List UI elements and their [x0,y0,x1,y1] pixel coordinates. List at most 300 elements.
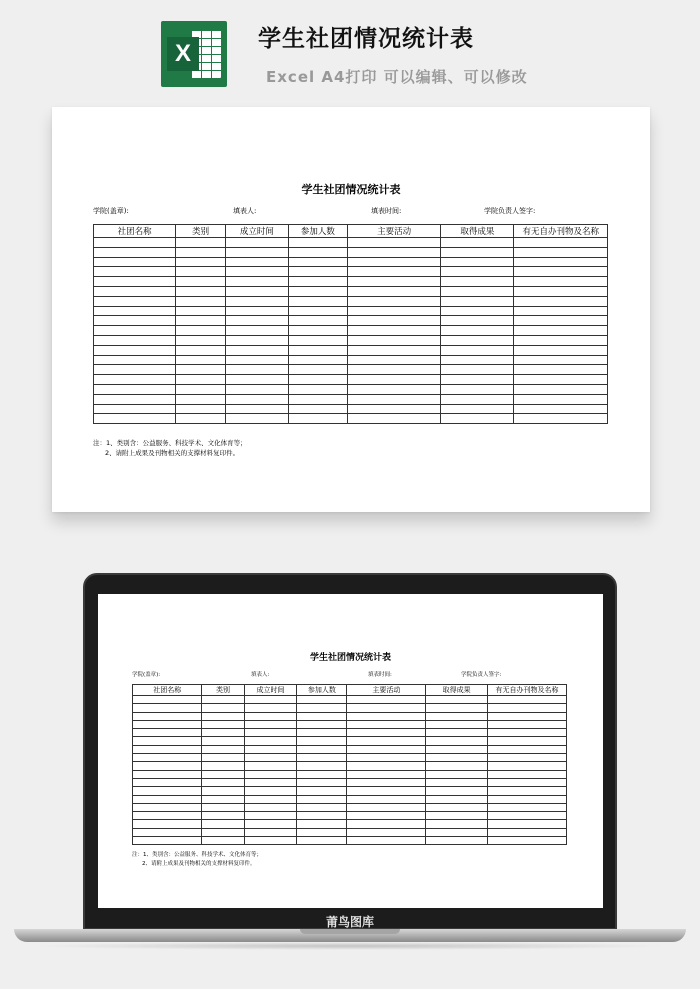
table-cell [244,754,297,762]
table-cell [133,795,202,803]
table-cell [94,316,176,326]
table-cell [347,394,441,404]
table-row [94,326,608,336]
table-cell [297,820,347,828]
note-line: 2、请附上成果及刊物相关的支撑材料复印件。 [105,449,240,458]
table-cell [226,277,289,287]
table-cell [297,762,347,770]
table-cell [347,247,441,257]
fill-time-label: 填表时间: [371,207,402,215]
table-cell [202,812,244,820]
table-cell [514,306,608,316]
table-cell [133,720,202,728]
table-cell [487,729,566,737]
table-cell [347,820,426,828]
table-cell [514,238,608,248]
excel-x-letter: X [167,37,199,71]
fill-time-label: 填表时间: [368,672,392,678]
table-cell [487,770,566,778]
table-cell [347,384,441,394]
table-cell [202,720,244,728]
table-cell [487,837,566,845]
table-cell [226,296,289,306]
table-cell [347,828,426,836]
table-row [94,306,608,316]
table-cell [487,812,566,820]
table-cell [133,837,202,845]
table-cell [426,720,488,728]
table-cell [226,306,289,316]
table-cell [426,729,488,737]
table-cell [514,404,608,414]
table-cell [426,837,488,845]
table-row [133,704,567,712]
table-row [133,803,567,811]
table-cell [288,326,347,336]
stats-table [132,684,567,845]
table-cell [514,345,608,355]
table-row [94,277,608,287]
table-cell [297,803,347,811]
table-cell [297,787,347,795]
table-cell [347,745,426,753]
table-cell [426,820,488,828]
table-cell [347,296,441,306]
table-cell [226,414,289,424]
table-cell [202,754,244,762]
table-cell [288,296,347,306]
table-cell [347,414,441,424]
table-cell [347,355,441,365]
table-cell [441,394,514,404]
table-cell [202,737,244,745]
table-row [133,696,567,704]
table-row [133,778,567,786]
col-header: 类别 [176,225,226,238]
table-cell [244,729,297,737]
table-row [94,296,608,306]
table-cell [244,828,297,836]
col-header: 主要活动 [347,685,426,696]
table-row [94,414,608,424]
table-row [133,729,567,737]
table-cell [94,277,176,287]
table-cell [244,795,297,803]
table-cell [94,345,176,355]
table-cell [487,828,566,836]
table-cell [94,286,176,296]
table-cell [426,762,488,770]
table-cell [94,296,176,306]
table-cell [133,778,202,786]
col-header: 有无自办刊物及名称 [514,225,608,238]
table-cell [133,803,202,811]
table-cell [94,414,176,424]
table-cell [176,404,226,414]
table-cell [244,720,297,728]
table-row [133,812,567,820]
table-row [94,404,608,414]
table-cell [202,704,244,712]
table-cell [514,394,608,404]
table-cell [94,247,176,257]
table-cell [426,737,488,745]
col-header: 主要活动 [347,225,441,238]
table-row [94,247,608,257]
table-cell [347,267,441,277]
table-cell [514,267,608,277]
note-line: 注：1、类别含：公益服务、科技学术、文化体育等； [93,439,247,447]
table-cell [347,345,441,355]
table-cell [441,238,514,248]
table-cell [426,745,488,753]
table-cell [347,696,426,704]
table-cell [441,355,514,365]
table-cell [288,394,347,404]
table-cell [94,267,176,277]
table-cell [288,238,347,248]
table-row [133,787,567,795]
table-cell [347,787,426,795]
table-cell [176,414,226,424]
table-cell [133,828,202,836]
table-cell [176,247,226,257]
table-cell [426,812,488,820]
table-cell [297,745,347,753]
table-cell [176,394,226,404]
table-cell [244,696,297,704]
table-cell [347,704,426,712]
table-cell [288,414,347,424]
sheet-notes [132,851,262,868]
table-cell [426,778,488,786]
table-cell [514,326,608,336]
laptop-shadow [30,942,670,950]
table-cell [202,712,244,720]
table-cell [244,704,297,712]
table-cell [226,355,289,365]
table-cell [133,737,202,745]
col-header: 参加人数 [288,225,347,238]
table-cell [226,375,289,385]
note-line: 注：1、类别含：公益服务、科技学术、文化体育等； [132,852,263,858]
table-cell [487,704,566,712]
school-label: 学院(盖章): [93,207,129,215]
table-cell [487,820,566,828]
table-cell [94,326,176,336]
table-cell [226,394,289,404]
table-cell [244,745,297,753]
table-row [94,375,608,385]
table-cell [176,238,226,248]
table-cell [94,365,176,375]
table-cell [441,267,514,277]
table-row [133,770,567,778]
table-row [133,837,567,845]
table-cell [347,795,426,803]
table-cell [297,737,347,745]
table-cell [94,355,176,365]
school-label: 学院(盖章): [132,672,161,678]
table-cell [202,837,244,845]
table-cell [202,795,244,803]
table-cell [487,803,566,811]
laptop-brand-label: 莆鸟图库 [325,915,374,929]
table-cell [202,778,244,786]
table-cell [347,737,426,745]
sheet-title: 学生社团情况统计表 [309,653,391,663]
col-header: 取得成果 [441,225,514,238]
table-cell [441,384,514,394]
col-header: 取得成果 [426,685,488,696]
table-cell [441,365,514,375]
table-cell [288,375,347,385]
table-cell [288,355,347,365]
table-row [94,238,608,248]
table-cell [226,345,289,355]
table-cell [347,720,426,728]
laptop-notch [300,929,400,934]
table-cell [176,345,226,355]
document-preview [52,107,650,512]
table-row [133,745,567,753]
table-cell [297,712,347,720]
laptop-screen [98,594,603,908]
table-cell [202,696,244,704]
table-cell [226,316,289,326]
table-cell [176,355,226,365]
table-cell [347,375,441,385]
table-cell [426,828,488,836]
table-cell [176,267,226,277]
table-cell [288,286,347,296]
table-cell [202,729,244,737]
table-cell [288,257,347,267]
table-cell [426,754,488,762]
signature-label: 学院负责人签字: [484,207,536,215]
table-cell [244,762,297,770]
table-cell [347,238,441,248]
table-cell [441,414,514,424]
table-cell [514,247,608,257]
table-cell [426,696,488,704]
table-cell [244,812,297,820]
table-cell [297,704,347,712]
table-cell [226,247,289,257]
table-cell [133,696,202,704]
table-cell [202,803,244,811]
table-cell [297,778,347,786]
table-cell [288,247,347,257]
table-cell [514,365,608,375]
table-cell [441,326,514,336]
table-cell [202,745,244,753]
table-cell [288,267,347,277]
table-cell [176,257,226,267]
table-cell [288,384,347,394]
table-cell [94,384,176,394]
table-cell [133,745,202,753]
table-cell [133,729,202,737]
table-cell [514,384,608,394]
table-cell [487,712,566,720]
filler-label: 填表人: [251,672,270,678]
table-row [94,394,608,404]
table-row [133,828,567,836]
excel-icon [161,21,227,87]
table-row [94,355,608,365]
table-cell [347,812,426,820]
sheet-notes [93,438,247,458]
table-cell [297,754,347,762]
table-cell [176,365,226,375]
table-row [94,257,608,267]
table-cell [176,326,226,336]
note-line: 2、请附上成果及刊物相关的支撑材料复印件。 [142,860,256,867]
table-cell [347,762,426,770]
table-cell [176,384,226,394]
table-cell [426,787,488,795]
table-cell [202,820,244,828]
table-cell [347,277,441,287]
table-cell [441,345,514,355]
table-cell [347,770,426,778]
col-header: 有无自办刊物及名称 [487,685,566,696]
table-cell [176,296,226,306]
table-cell [288,316,347,326]
table-row [94,267,608,277]
table-cell [441,375,514,385]
table-cell [94,335,176,345]
table-cell [487,737,566,745]
table-cell [94,238,176,248]
table-cell [226,238,289,248]
table-cell [133,762,202,770]
table-cell [487,745,566,753]
table-cell [226,267,289,277]
table-cell [297,720,347,728]
table-cell [176,286,226,296]
table-cell [176,316,226,326]
table-row [94,365,608,375]
filler-label: 填表人: [233,207,257,215]
table-cell [347,335,441,345]
table-cell [133,770,202,778]
table-cell [202,787,244,795]
table-cell [347,803,426,811]
table-cell [441,316,514,326]
table-cell [226,335,289,345]
table-cell [487,720,566,728]
page-title: 学生社团情况统计表 [258,26,474,52]
table-cell [133,712,202,720]
table-cell [94,257,176,267]
table-cell [441,277,514,287]
table-cell [347,837,426,845]
table-cell [514,286,608,296]
table-cell [244,837,297,845]
table-cell [347,316,441,326]
table-cell [347,286,441,296]
table-cell [487,762,566,770]
table-cell [176,306,226,316]
table-cell [288,404,347,414]
table-cell [94,375,176,385]
table-cell [514,257,608,267]
table-cell [514,355,608,365]
table-cell [347,778,426,786]
col-header: 成立时间 [226,225,289,238]
table-row [133,754,567,762]
col-header: 参加人数 [297,685,347,696]
table-cell [244,803,297,811]
table-cell [176,375,226,385]
col-header: 类别 [202,685,244,696]
table-cell [426,704,488,712]
table-cell [133,787,202,795]
table-cell [514,375,608,385]
table-cell [226,365,289,375]
table-cell [347,729,426,737]
table-cell [133,704,202,712]
table-cell [347,404,441,414]
table-cell [347,326,441,336]
table-cell [244,778,297,786]
table-row [94,286,608,296]
table-cell [347,306,441,316]
table-cell [297,795,347,803]
table-cell [176,277,226,287]
col-header: 社团名称 [94,225,176,238]
table-cell [441,247,514,257]
table-cell [288,277,347,287]
col-header: 社团名称 [133,685,202,696]
table-cell [426,803,488,811]
table-row [133,820,567,828]
table-cell [288,306,347,316]
page-subtitle: Excel A4打印 可以编辑、可以修改 [266,68,528,86]
col-header: 成立时间 [244,685,297,696]
table-cell [297,770,347,778]
table-row [94,345,608,355]
table-cell [297,812,347,820]
signature-label: 学院负责人签字: [461,672,502,678]
table-cell [514,335,608,345]
table-cell [94,404,176,414]
table-cell [94,394,176,404]
table-cell [487,778,566,786]
table-cell [202,762,244,770]
stats-table [93,224,608,424]
table-cell [426,770,488,778]
table-cell [441,257,514,267]
table-cell [487,795,566,803]
table-cell [441,404,514,414]
table-cell [94,306,176,316]
table-cell [514,316,608,326]
table-cell [297,696,347,704]
table-cell [347,712,426,720]
table-cell [426,795,488,803]
table-row [133,720,567,728]
table-row [133,712,567,720]
table-cell [133,812,202,820]
table-cell [347,754,426,762]
table-cell [244,737,297,745]
table-cell [226,326,289,336]
table-cell [487,696,566,704]
sheet-title: 学生社团情况统计表 [301,183,401,196]
